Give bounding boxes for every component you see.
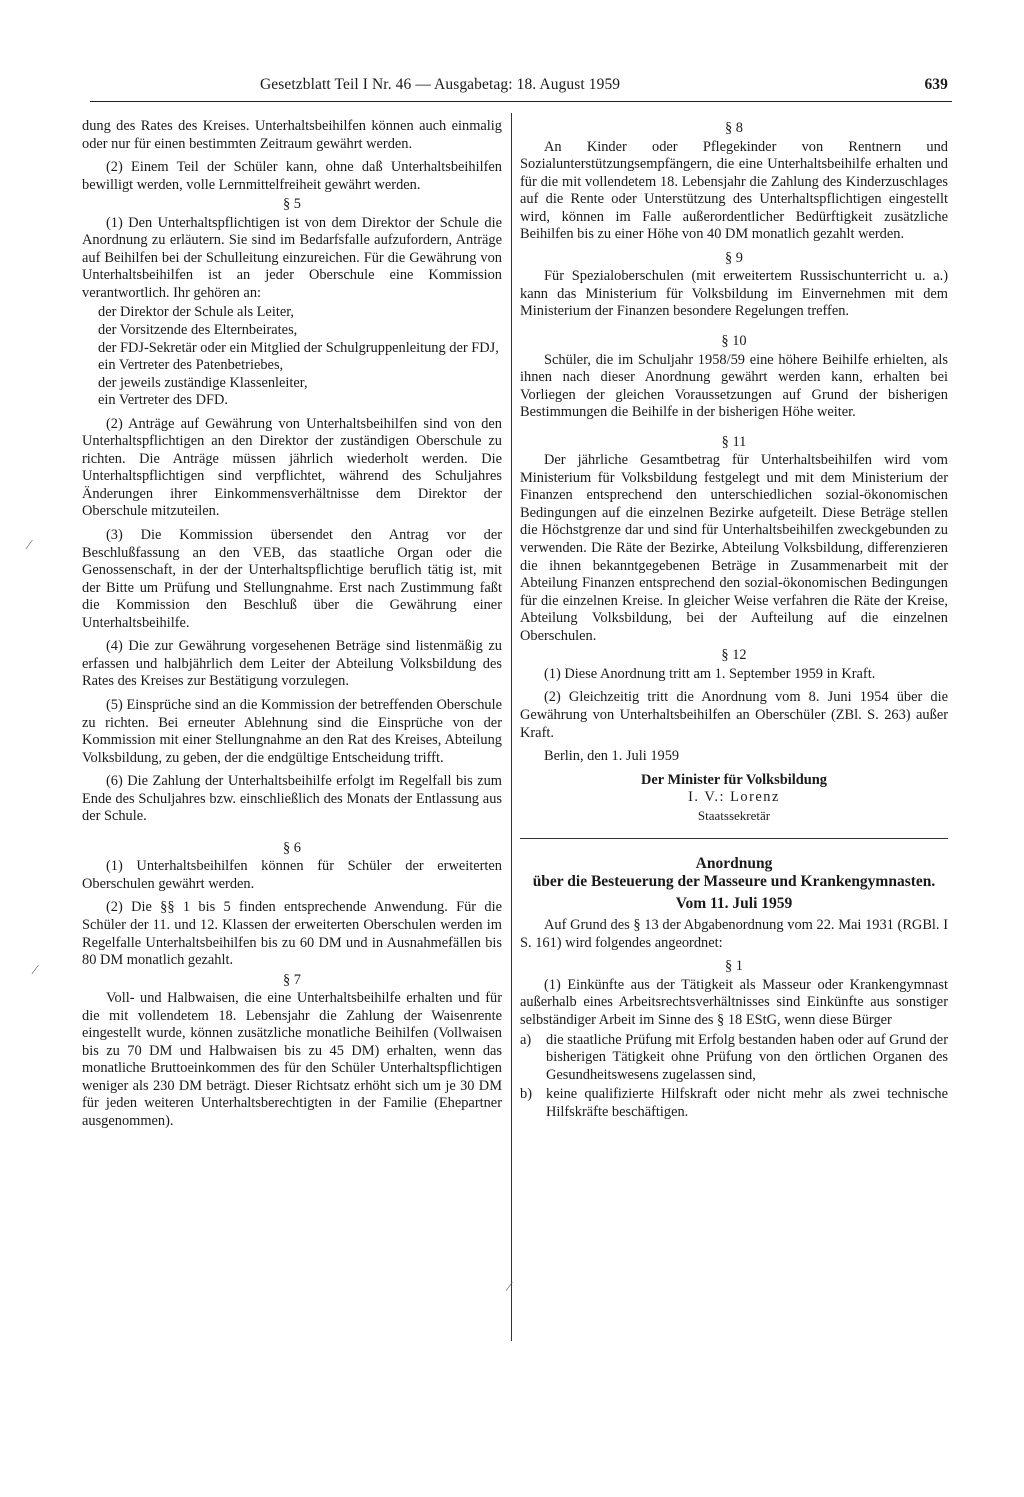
- item-text: keine qualifizierte Hilfskraft oder nicht mehr als zwei technische Hilfskräfte beschäftigen.: [546, 1086, 948, 1120]
- paragraph: (1) Einkünfte aus der Tätigkeit als Masseur oder Krankengymnast außerhalb eines Arbeitsrechtsverhältnisses sind Einkünfte aus sonstiger selbständiger Arbeit im Sinne des § 18 EStG, wenn diese Bürger: [520, 976, 948, 1028]
- section-heading: § 1: [725, 958, 743, 975]
- signer-role: Staatssekretär: [697, 807, 771, 823]
- margin-mark: ⁄: [34, 963, 37, 978]
- list-item: ein Vertreter des Patenbetriebes,: [98, 357, 284, 374]
- section-heading: § 7: [283, 971, 301, 988]
- paragraph: An Kinder oder Pflegekinder von Rentnern und Sozialunterstützungsempfängern, die eine Unterhaltsbeihilfe erhalten und für die mit vollendetem 18. Lebensjahr die Zahlung des Kinderzuschlages auf die Rente oder Unterstützung des Unterhaltspflichtigen eingestellt wird, können im Falle außerordentlicher Bedürftigkeit zusätzliche Beihilfen bis zu einer Höhe von 40 DM monatlich gezahlt werden.: [520, 138, 948, 243]
- paragraph: (1) Unterhaltsbeihilfen können für Schüler der erweiterten Oberschulen gewährt werden.: [82, 858, 502, 892]
- list-item: [520, 1086, 948, 1121]
- header-title: Gesetzblatt Teil I Nr. 46 — Ausgabetag: 18. August 1959: [260, 76, 621, 93]
- list-item: der Vorsitzende des Elternbeirates,: [98, 322, 298, 339]
- paragraph: (2) Gleichzeitig tritt die Anordnung vom 8. Juni 1954 über die Gewährung von Unterhaltsbeihilfen an Oberschüler (ZBl. S. 263) außer Kraft.: [520, 689, 948, 741]
- page-number: 639: [924, 76, 948, 93]
- paragraph: (2) Die §§ 1 bis 5 finden entsprechende Anwendung. Für die Schüler der 11. und 12. Klassen der erweiterten Oberschulen werden im Regelfalle Unterhaltsbeihilfen bis zu 60 DM und in Ausnahmefällen bis 80 DM monatlich gezahlt.: [82, 899, 502, 969]
- signer-name: I. V.: Lorenz: [688, 789, 780, 806]
- section-heading: § 9: [725, 249, 743, 266]
- paragraph: Voll- und Halbwaisen, die eine Unterhaltsbeihilfe erhalten und für die mit vollendetem 18. Lebensjahr die Zahlung der Waisenrente eingestellt wurde, können zusätzliche monatliche Beihilfen (Vollwaisen bis zu 70 DM und Halbwaisen bis zu 45 DM) erhalten, wenn das monatliche Bruttoeinkommen des für den Schüler Unterhaltspflichtigen weniger als 230 DM beträgt. Dieser Richtsatz erhöht sich um je 30 DM für jeden weiteren Unterhaltsberechtigten in der Familie (Ehepartner ausgenommen).: [82, 990, 502, 1129]
- list-item: der Direktor der Schule als Leiter,: [98, 304, 295, 321]
- section-heading: § 10: [721, 333, 747, 350]
- paragraph: dung des Rates des Kreises. Unterhaltsbeihilfen können auch einmalig oder nur für einen bestimmten Zeitraum gewährt werden.: [82, 118, 502, 152]
- item-label: a): [520, 1031, 532, 1048]
- section-heading: § 8: [725, 120, 743, 136]
- list-item: ein Vertreter des DFD.: [98, 392, 229, 409]
- place-date: Berlin, den 1. Juli 1959: [544, 748, 680, 765]
- paragraph: (4) Die zur Gewährung vorgesehenen Beträge sind listenmäßig zu erfassen und halbjährlich dem Leiter der Abteilung Volksbildung des Rates des Kreises zur Bestätigung vorzulegen.: [82, 638, 502, 690]
- paragraph: Auf Grund des § 13 der Abgabenordnung vom 22. Mai 1931 (RGBl. I S. 161) wird folgendes angeordnet:: [520, 917, 948, 951]
- commission-members-list: [98, 304, 502, 409]
- paragraph: (3) Die Kommission übersendet den Antrag vor der Beschlußfassung an den VEB, das staatliche Organ oder die Genossenschaft, in der der Unterhaltspflichtige beruflich tätig ist, mit der Bitte um Prüfung und Stellungnahme. Erst nach Zustimmung faßt die Kommission den Beschluß über die Gewährung einer Unterhaltsbeihilfe.: [82, 527, 502, 631]
- paragraph: Der jährliche Gesamtbetrag für Unterhaltsbeihilfen wird vom Ministerium für Volksbildung festgelegt und mit dem Ministerium der Finanzen entsprechend den unterschiedlichen sozial-ökonomischen Bedingungen auf die einzelnen Bezirke aufgeteilt. Diese Beträge stellen die Höchstgrenze dar und sind für Unterhaltsbeihilfen zweckgebunden zu verwenden. Die Räte der Bezirke, Abteilung Volksbildung, differenzieren die ihnen bekanntgegebenen Beträge in Zusammenarbeit mit der Abteilung Finanzen entsprechend den sozial-ökonomischen Bedingungen für die einzelnen Kreise. In gleicher Weise verfahren die Räte der Kreise, Abteilung Volksbildung, bei der Aufteilung auf die einzelnen Oberschulen.: [520, 452, 948, 644]
- paragraph: (5) Einsprüche sind an die Kommission der betreffenden Oberschule zu richten. Bei erneuter Ablehnung sind die Einsprüche von der Kommission mit einer Stellungnahme an den Rat des Kreises, Abteilung Volksbildung, zu geben, der die endgültige Entscheidung trifft.: [82, 696, 502, 766]
- list-item: [520, 1032, 948, 1085]
- section-heading: § 11: [721, 433, 747, 450]
- signer-title: Der Minister für Volksbildung: [641, 771, 827, 788]
- paragraph: (2) Einem Teil der Schüler kann, ohne daß Unterhaltsbeihilfen bewilligt werden, volle Lernmittelfreiheit gewährt werden.: [82, 159, 502, 193]
- margin-mark: ⁄: [28, 538, 31, 553]
- right-column: [520, 118, 948, 1121]
- list-item: der FDJ-Sekretär oder ein Mitglied der Schulgruppenleitung der FDJ,: [98, 339, 499, 356]
- item-text: die staatliche Prüfung mit Erfolg bestanden haben oder auf Grund der bisherigen Tätigkeit ohne Prüfung von den örtlichen Organen des Gesundheitswesens zugelassen sind,: [546, 1031, 948, 1083]
- margin-mark: ⁄: [508, 1280, 511, 1295]
- paragraph: (1) Den Unterhaltspflichtigen ist von dem Direktor der Schule die Anordnung zu erläutern. Sie sind im Bedarfsfalle aufzufordern, Anträge auf Beihilfen bei der Schulleitung einzureichen. Für die Gewährung von Unterhaltsbeihilfen ist an jeder Oberschule eine Kommission verantwortlich. Ihr gehören an:: [82, 214, 502, 301]
- column-divider: [511, 113, 512, 1341]
- paragraph: (1) Diese Anordnung tritt am 1. September 1959 in Kraft.: [544, 665, 876, 682]
- paragraph: Schüler, die im Schuljahr 1958/59 eine höhere Beihilfe erhielten, als ihnen nach dieser Anordnung gewährt werden kann, erhalten bei Vorliegen der gleichen Voraussetzungen auf Grund der bisherigen Bestimmungen die Beihilfe in der bisherigen Höhe weiter.: [520, 351, 948, 421]
- paragraph: Für Spezialoberschulen (mit erweitertem Russischunterricht u. a.) kann das Ministerium für Volksbildung im Einvernehmen mit dem Ministerium der Finanzen besondere Regelungen treffen.: [520, 268, 948, 320]
- section-heading: § 12: [721, 647, 747, 664]
- section-heading: § 6: [283, 839, 301, 856]
- ordinance-title: Anordnung: [695, 855, 773, 873]
- ordinance-date: Vom 11. Juli 1959: [675, 895, 793, 913]
- list-item: der jeweils zuständige Klassenleiter,: [98, 374, 308, 391]
- header-rule: [90, 101, 952, 102]
- paragraph: (6) Die Zahlung der Unterhaltsbeihilfe erfolgt im Regelfall bis zum Ende des Schuljahres bzw. einschließlich des Monats der Entlassung aus der Schule.: [82, 773, 502, 825]
- section-heading: § 5: [283, 196, 301, 213]
- section-separator: [520, 838, 948, 839]
- running-header: [90, 76, 952, 98]
- paragraph: (2) Anträge auf Gewährung von Unterhaltsbeihilfen sind von den Unterhaltspflichtigen an den Direktor der zuständigen Oberschule zu richten. Die Anträge müssen jährlich wiederholt werden. Die Unterhaltspflichtigen sind verpflichtet, während des Schuljahres Änderungen ihrer Einkommensverhältnisse dem Direktor der Oberschule mitzuteilen.: [82, 415, 502, 520]
- item-label: b): [520, 1086, 532, 1103]
- ordinance-subtitle: über die Besteuerung der Masseure und Krankengymnasten.: [532, 873, 936, 891]
- left-column: [82, 118, 502, 1131]
